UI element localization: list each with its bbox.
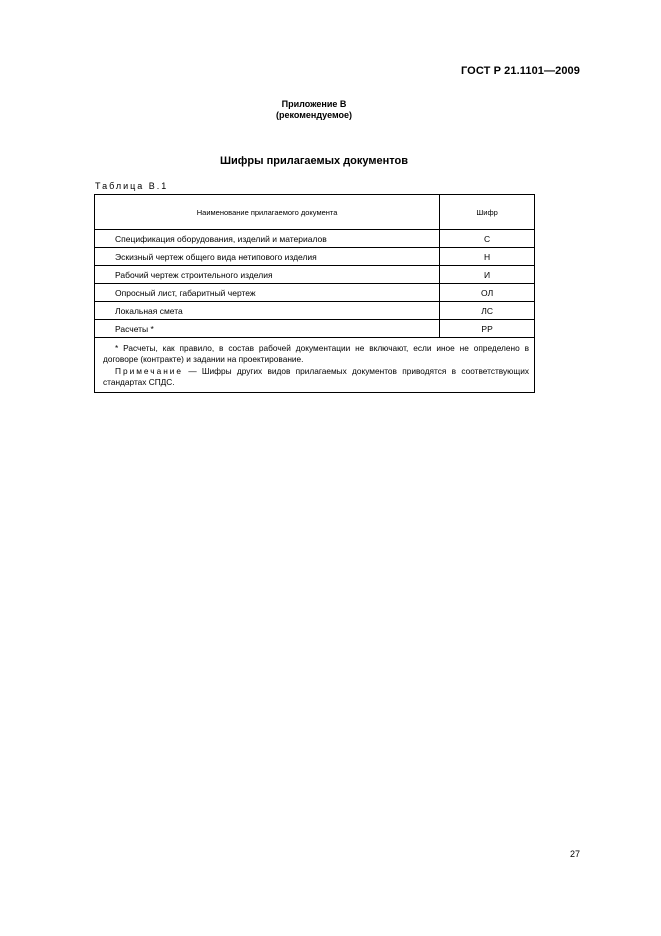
table-notes	[95, 338, 535, 393]
column-header-name: Наименование прилагаемого документа	[95, 195, 440, 230]
row-code: С	[440, 230, 535, 248]
documents-table	[94, 194, 535, 393]
row-name: Локальная смета	[95, 302, 440, 320]
note-label: Примечание	[115, 366, 184, 376]
appendix-heading	[0, 99, 628, 121]
row-name: Эскизный чертеж общего вида нетипового изделия	[95, 248, 440, 266]
table-note	[103, 366, 529, 388]
table-header-row	[95, 195, 535, 230]
table-row	[95, 320, 535, 338]
table-row	[95, 230, 535, 248]
table-footnote: * Расчеты, как правило, в состав рабочей документации не включают, если иное не определено в договоре (контракте) и задании на проектирование.	[103, 343, 529, 364]
page-number: 27	[569, 849, 580, 859]
appendix-title: Приложение В	[281, 99, 347, 109]
row-code: ЛС	[440, 302, 535, 320]
row-code: РР	[440, 320, 535, 338]
row-code: ОЛ	[440, 284, 535, 302]
appendix-subtitle: (рекомендуемое)	[276, 110, 352, 120]
row-name: Расчеты *	[95, 320, 440, 338]
document-code: ГОСТ Р 21.1101—2009	[460, 65, 580, 77]
table-row	[95, 302, 535, 320]
table-row	[95, 266, 535, 284]
table-row	[95, 248, 535, 266]
row-name: Спецификация оборудования, изделий и материалов	[95, 230, 440, 248]
column-header-code: Шифр	[440, 195, 535, 230]
row-code: И	[440, 266, 535, 284]
row-name: Рабочий чертеж строительного изделия	[95, 266, 440, 284]
table-row	[95, 284, 535, 302]
section-title: Шифры прилагаемых документов	[219, 155, 409, 167]
documents-table-container	[94, 194, 535, 393]
table-notes-row	[95, 338, 535, 393]
row-name: Опросный лист, габаритный чертеж	[95, 284, 440, 302]
row-code: Н	[440, 248, 535, 266]
note-text: — Шифры других видов прилагаемых документов приводятся в соответствующих стандартах СПДС.	[103, 366, 529, 387]
table-caption: Таблица В.1	[95, 181, 169, 191]
